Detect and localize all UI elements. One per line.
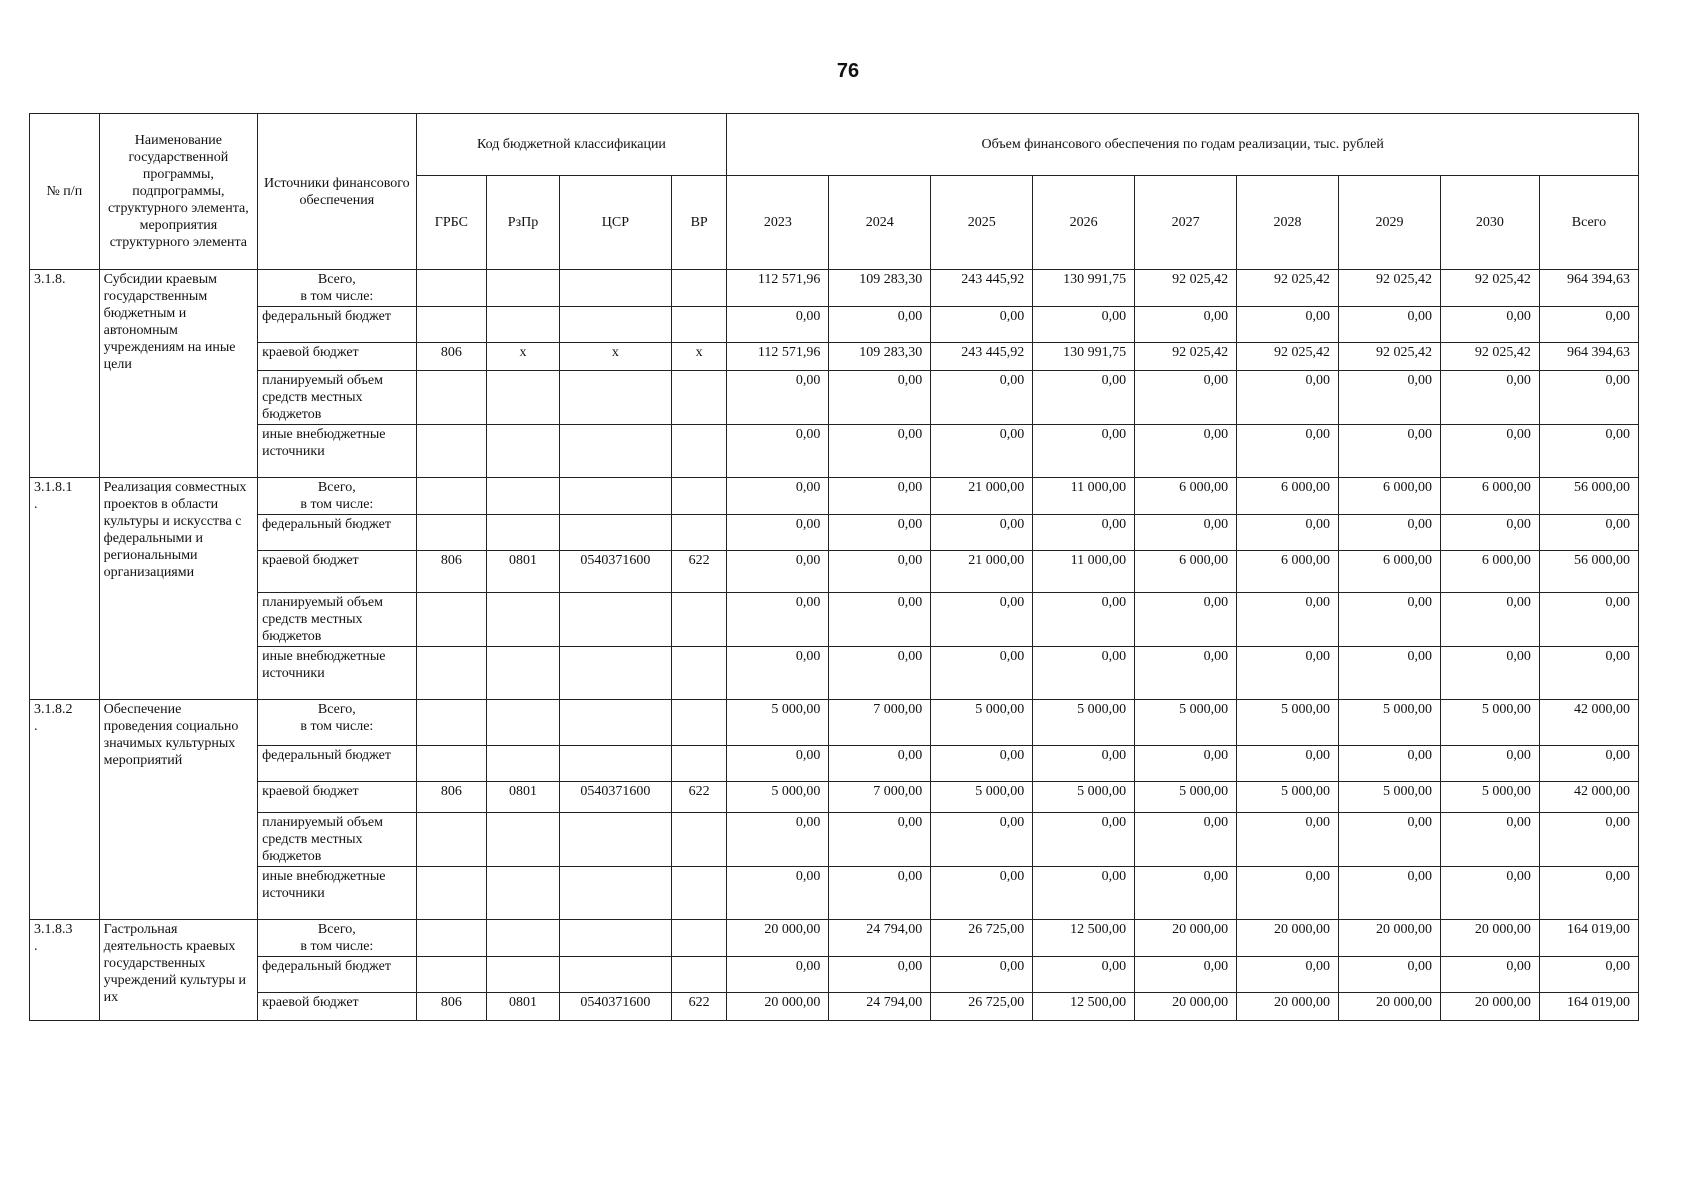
item-number: 3.1.8.2 . — [30, 700, 100, 920]
amount-year-cell: 0,00 — [1440, 746, 1539, 782]
amount-year-cell: 6 000,00 — [1237, 478, 1339, 515]
amount-year-cell: 0,00 — [727, 746, 829, 782]
amount-total-cell: 0,00 — [1539, 647, 1638, 700]
kbk-grbs-cell: 806 — [416, 551, 487, 593]
kbk-csr-cell: 0540371600 — [559, 782, 671, 813]
header-year-2030: 2030 — [1440, 176, 1539, 270]
amount-year-cell: 0,00 — [1339, 957, 1441, 993]
amount-total-cell: 0,00 — [1539, 957, 1638, 993]
kbk-vr-cell — [671, 920, 727, 957]
amount-year-cell: 0,00 — [1237, 371, 1339, 425]
amount-year-cell: 20 000,00 — [1440, 920, 1539, 957]
header-year-2027: 2027 — [1135, 176, 1237, 270]
amount-year-cell: 92 025,42 — [1440, 343, 1539, 371]
source-label: краевой бюджет — [258, 343, 416, 371]
source-label: планируемый объем средств местных бюджетов — [258, 593, 416, 647]
kbk-rzpr-cell — [487, 270, 560, 307]
amount-year-cell: 0,00 — [1440, 371, 1539, 425]
amount-year-cell: 0,00 — [1237, 307, 1339, 343]
amount-year-cell: 20 000,00 — [1339, 993, 1441, 1021]
kbk-grbs-cell — [416, 700, 487, 746]
item-name: Гастрольная деятельность краевых государственных учреждений культуры и их — [99, 920, 257, 1021]
amount-year-cell: 92 025,42 — [1440, 270, 1539, 307]
kbk-vr-cell — [671, 478, 727, 515]
amount-year-cell: 24 794,00 — [829, 993, 931, 1021]
amount-year-cell: 92 025,42 — [1237, 270, 1339, 307]
amount-year-cell: 0,00 — [1440, 307, 1539, 343]
source-label: планируемый объем средств местных бюджетов — [258, 371, 416, 425]
kbk-vr-cell — [671, 813, 727, 867]
kbk-csr-cell — [559, 515, 671, 551]
source-label: краевой бюджет — [258, 993, 416, 1021]
header-year-2026: 2026 — [1033, 176, 1135, 270]
amount-total-cell: 0,00 — [1539, 746, 1638, 782]
source-total-label: Всего, в том числе: — [258, 478, 416, 515]
amount-year-cell: 0,00 — [829, 647, 931, 700]
source-label: федеральный бюджет — [258, 307, 416, 343]
amount-year-cell: 0,00 — [829, 515, 931, 551]
amount-year-cell: 20 000,00 — [1339, 920, 1441, 957]
amount-total-cell: 164 019,00 — [1539, 993, 1638, 1021]
amount-year-cell: 0,00 — [1237, 515, 1339, 551]
amount-year-cell: 12 500,00 — [1033, 920, 1135, 957]
amount-year-cell: 0,00 — [829, 307, 931, 343]
amount-year-cell: 0,00 — [1135, 307, 1237, 343]
amount-total-cell: 0,00 — [1539, 371, 1638, 425]
amount-year-cell: 5 000,00 — [1237, 782, 1339, 813]
item-name: Обеспечение проведения социально значимых культурных мероприятий — [99, 700, 257, 920]
kbk-rzpr-cell — [487, 515, 560, 551]
amount-year-cell: 0,00 — [727, 647, 829, 700]
amount-year-cell: 92 025,42 — [1135, 270, 1237, 307]
item-name: Субсидии краевым государственным бюджетным и автономным учреждениям на иные цели — [99, 270, 257, 478]
amount-year-cell: 0,00 — [1339, 813, 1441, 867]
amount-year-cell: 11 000,00 — [1033, 551, 1135, 593]
amount-year-cell: 5 000,00 — [1033, 782, 1135, 813]
amount-year-cell: 0,00 — [1440, 957, 1539, 993]
amount-year-cell: 0,00 — [931, 746, 1033, 782]
amount-year-cell: 0,00 — [1237, 813, 1339, 867]
amount-year-cell: 0,00 — [1440, 867, 1539, 920]
amount-year-cell: 0,00 — [1339, 371, 1441, 425]
table-row — [30, 782, 1639, 813]
amount-year-cell: 130 991,75 — [1033, 270, 1135, 307]
amount-year-cell: 0,00 — [931, 813, 1033, 867]
budget-table — [29, 113, 1639, 1021]
source-total-label: Всего, в том числе: — [258, 270, 416, 307]
header-rzpr: РзПр — [487, 176, 560, 270]
amount-year-cell: 0,00 — [1440, 813, 1539, 867]
amount-year-cell: 0,00 — [931, 867, 1033, 920]
amount-total-cell: 56 000,00 — [1539, 478, 1638, 515]
source-label: иные внебюджетные источники — [258, 867, 416, 920]
amount-year-cell: 0,00 — [727, 425, 829, 478]
amount-year-cell: 5 000,00 — [1237, 700, 1339, 746]
table-row — [30, 867, 1639, 920]
amount-year-cell: 92 025,42 — [1339, 270, 1441, 307]
amount-year-cell: 92 025,42 — [1237, 343, 1339, 371]
kbk-csr-cell — [559, 647, 671, 700]
table-row — [30, 593, 1639, 647]
table-row — [30, 343, 1639, 371]
page-number: 76 — [836, 60, 860, 82]
kbk-rzpr-cell — [487, 920, 560, 957]
item-number: 3.1.8.1 . — [30, 478, 100, 700]
kbk-rzpr-cell: 0801 — [487, 782, 560, 813]
amount-year-cell: 7 000,00 — [829, 782, 931, 813]
amount-year-cell: 0,00 — [931, 425, 1033, 478]
amount-year-cell: 20 000,00 — [1135, 920, 1237, 957]
amount-year-cell: 0,00 — [1135, 515, 1237, 551]
amount-year-cell: 0,00 — [931, 593, 1033, 647]
kbk-rzpr-cell — [487, 867, 560, 920]
amount-year-cell: 0,00 — [1033, 647, 1135, 700]
amount-year-cell: 0,00 — [1033, 593, 1135, 647]
header-vr: ВР — [671, 176, 727, 270]
source-label: федеральный бюджет — [258, 957, 416, 993]
kbk-vr-cell: 622 — [671, 782, 727, 813]
kbk-grbs-cell — [416, 957, 487, 993]
amount-year-cell: 20 000,00 — [1135, 993, 1237, 1021]
header-year-2023: 2023 — [727, 176, 829, 270]
amount-year-cell: 112 571,96 — [727, 343, 829, 371]
amount-year-cell: 0,00 — [931, 307, 1033, 343]
amount-year-cell: 0,00 — [1033, 515, 1135, 551]
amount-year-cell: 0,00 — [1339, 307, 1441, 343]
kbk-csr-cell — [559, 700, 671, 746]
table-row — [30, 813, 1639, 867]
amount-year-cell: 0,00 — [931, 647, 1033, 700]
header-kbk-group: Код бюджетной классификации — [416, 114, 727, 176]
amount-year-cell: 0,00 — [1135, 425, 1237, 478]
amount-year-cell: 5 000,00 — [931, 782, 1033, 813]
table-row — [30, 371, 1639, 425]
amount-year-cell: 6 000,00 — [1339, 478, 1441, 515]
header-csr: ЦСР — [559, 176, 671, 270]
amount-year-cell: 0,00 — [1440, 647, 1539, 700]
kbk-vr-cell — [671, 270, 727, 307]
kbk-rzpr-cell — [487, 371, 560, 425]
amount-total-cell: 964 394,63 — [1539, 270, 1638, 307]
amount-year-cell: 0,00 — [1339, 746, 1441, 782]
kbk-csr-cell — [559, 867, 671, 920]
amount-year-cell: 26 725,00 — [931, 920, 1033, 957]
table-row — [30, 700, 1639, 746]
amount-year-cell: 6 000,00 — [1440, 478, 1539, 515]
amount-total-cell: 964 394,63 — [1539, 343, 1638, 371]
amount-year-cell: 0,00 — [1135, 647, 1237, 700]
kbk-csr-cell — [559, 371, 671, 425]
header-name: Наименование государственной программы, подпрограммы, структурного элемента, мероприятия структурного элемента — [99, 114, 257, 270]
kbk-csr-cell — [559, 478, 671, 515]
kbk-rzpr-cell — [487, 746, 560, 782]
amount-year-cell: 0,00 — [727, 551, 829, 593]
amount-year-cell: 0,00 — [1033, 867, 1135, 920]
amount-total-cell: 0,00 — [1539, 515, 1638, 551]
kbk-csr-cell: х — [559, 343, 671, 371]
kbk-vr-cell — [671, 746, 727, 782]
amount-year-cell: 5 000,00 — [931, 700, 1033, 746]
source-label: федеральный бюджет — [258, 515, 416, 551]
kbk-csr-cell — [559, 957, 671, 993]
amount-total-cell: 0,00 — [1539, 307, 1638, 343]
amount-year-cell: 92 025,42 — [1135, 343, 1237, 371]
header-year-2024: 2024 — [829, 176, 931, 270]
amount-year-cell: 0,00 — [931, 515, 1033, 551]
amount-year-cell: 5 000,00 — [1440, 782, 1539, 813]
amount-year-cell: 0,00 — [1135, 593, 1237, 647]
table-row — [30, 515, 1639, 551]
kbk-csr-cell — [559, 920, 671, 957]
item-number: 3.1.8. — [30, 270, 100, 478]
kbk-csr-cell: 0540371600 — [559, 551, 671, 593]
amount-year-cell: 20 000,00 — [1237, 993, 1339, 1021]
kbk-vr-cell — [671, 593, 727, 647]
amount-year-cell: 0,00 — [1237, 647, 1339, 700]
amount-year-cell: 109 283,30 — [829, 270, 931, 307]
kbk-vr-cell — [671, 867, 727, 920]
kbk-grbs-cell — [416, 920, 487, 957]
amount-year-cell: 6 000,00 — [1135, 551, 1237, 593]
amount-year-cell: 0,00 — [1033, 813, 1135, 867]
amount-year-cell: 12 500,00 — [1033, 993, 1135, 1021]
amount-year-cell: 243 445,92 — [931, 343, 1033, 371]
kbk-rzpr-cell: 0801 — [487, 993, 560, 1021]
source-label: иные внебюджетные источники — [258, 425, 416, 478]
header-number: № п/п — [30, 114, 100, 270]
amount-year-cell: 24 794,00 — [829, 920, 931, 957]
amount-year-cell: 0,00 — [727, 515, 829, 551]
amount-year-cell: 0,00 — [1440, 515, 1539, 551]
amount-year-cell: 0,00 — [727, 307, 829, 343]
amount-year-cell: 0,00 — [1033, 371, 1135, 425]
amount-year-cell: 5 000,00 — [1033, 700, 1135, 746]
amount-year-cell: 0,00 — [1135, 813, 1237, 867]
table-body — [30, 270, 1639, 1021]
source-label: федеральный бюджет — [258, 746, 416, 782]
table-row — [30, 425, 1639, 478]
amount-year-cell: 20 000,00 — [727, 993, 829, 1021]
kbk-vr-cell — [671, 700, 727, 746]
amount-year-cell: 0,00 — [829, 478, 931, 515]
kbk-rzpr-cell: х — [487, 343, 560, 371]
table-row — [30, 993, 1639, 1021]
amount-year-cell: 0,00 — [931, 371, 1033, 425]
amount-year-cell: 0,00 — [1237, 425, 1339, 478]
amount-year-cell: 0,00 — [829, 371, 931, 425]
amount-total-cell: 0,00 — [1539, 425, 1638, 478]
source-label: краевой бюджет — [258, 782, 416, 813]
kbk-csr-cell — [559, 270, 671, 307]
amount-year-cell: 0,00 — [1033, 307, 1135, 343]
kbk-grbs-cell — [416, 647, 487, 700]
kbk-csr-cell — [559, 813, 671, 867]
amount-year-cell: 5 000,00 — [1339, 782, 1441, 813]
amount-year-cell: 0,00 — [727, 957, 829, 993]
amount-year-cell: 0,00 — [727, 593, 829, 647]
kbk-rzpr-cell — [487, 593, 560, 647]
source-label: планируемый объем средств местных бюджетов — [258, 813, 416, 867]
source-total-label: Всего, в том числе: — [258, 700, 416, 746]
kbk-rzpr-cell — [487, 478, 560, 515]
amount-total-cell: 56 000,00 — [1539, 551, 1638, 593]
kbk-csr-cell — [559, 593, 671, 647]
amount-year-cell: 5 000,00 — [1440, 700, 1539, 746]
kbk-rzpr-cell — [487, 700, 560, 746]
kbk-csr-cell: 0540371600 — [559, 993, 671, 1021]
amount-year-cell: 0,00 — [1339, 515, 1441, 551]
header-total: Всего — [1539, 176, 1638, 270]
amount-year-cell: 109 283,30 — [829, 343, 931, 371]
amount-year-cell: 112 571,96 — [727, 270, 829, 307]
item-number: 3.1.8.3 . — [30, 920, 100, 1021]
kbk-grbs-cell — [416, 371, 487, 425]
header-year-2025: 2025 — [931, 176, 1033, 270]
table-row — [30, 478, 1639, 515]
amount-year-cell: 5 000,00 — [727, 700, 829, 746]
amount-year-cell: 0,00 — [1339, 425, 1441, 478]
amount-year-cell: 0,00 — [1135, 371, 1237, 425]
amount-year-cell: 0,00 — [829, 746, 931, 782]
table-row — [30, 551, 1639, 593]
table-row — [30, 920, 1639, 957]
header-year-2029: 2029 — [1339, 176, 1441, 270]
table-row — [30, 307, 1639, 343]
item-name: Реализация совместных проектов в области культуры и искусства с федеральными и региональными организациями — [99, 478, 257, 700]
kbk-rzpr-cell — [487, 957, 560, 993]
kbk-grbs-cell — [416, 307, 487, 343]
kbk-grbs-cell — [416, 746, 487, 782]
amount-year-cell: 20 000,00 — [1237, 920, 1339, 957]
kbk-grbs-cell — [416, 425, 487, 478]
amount-year-cell: 6 000,00 — [1135, 478, 1237, 515]
amount-year-cell: 0,00 — [727, 813, 829, 867]
amount-year-cell: 0,00 — [1033, 425, 1135, 478]
amount-year-cell: 0,00 — [1237, 593, 1339, 647]
kbk-rzpr-cell — [487, 813, 560, 867]
kbk-grbs-cell — [416, 813, 487, 867]
amount-year-cell: 0,00 — [1237, 746, 1339, 782]
amount-year-cell: 0,00 — [1339, 647, 1441, 700]
kbk-rzpr-cell: 0801 — [487, 551, 560, 593]
table-row — [30, 957, 1639, 993]
amount-year-cell: 20 000,00 — [727, 920, 829, 957]
kbk-rzpr-cell — [487, 307, 560, 343]
amount-year-cell: 5 000,00 — [1339, 700, 1441, 746]
amount-year-cell: 5 000,00 — [1135, 782, 1237, 813]
amount-year-cell: 0,00 — [829, 551, 931, 593]
kbk-csr-cell — [559, 425, 671, 478]
amount-total-cell: 0,00 — [1539, 593, 1638, 647]
amount-year-cell: 0,00 — [1033, 746, 1135, 782]
amount-year-cell: 5 000,00 — [1135, 700, 1237, 746]
kbk-grbs-cell: 806 — [416, 782, 487, 813]
amount-year-cell: 0,00 — [1135, 957, 1237, 993]
amount-year-cell: 0,00 — [1440, 425, 1539, 478]
kbk-rzpr-cell — [487, 647, 560, 700]
amount-year-cell: 0,00 — [829, 425, 931, 478]
amount-year-cell: 0,00 — [829, 957, 931, 993]
amount-year-cell: 243 445,92 — [931, 270, 1033, 307]
kbk-grbs-cell — [416, 867, 487, 920]
table-row — [30, 746, 1639, 782]
amount-year-cell: 92 025,42 — [1339, 343, 1441, 371]
amount-year-cell: 21 000,00 — [931, 478, 1033, 515]
amount-total-cell: 0,00 — [1539, 813, 1638, 867]
kbk-csr-cell — [559, 746, 671, 782]
kbk-vr-cell — [671, 425, 727, 478]
kbk-grbs-cell: 806 — [416, 993, 487, 1021]
kbk-vr-cell: х — [671, 343, 727, 371]
table-row — [30, 270, 1639, 307]
amount-year-cell: 6 000,00 — [1237, 551, 1339, 593]
amount-year-cell: 0,00 — [1440, 593, 1539, 647]
amount-year-cell: 0,00 — [1033, 957, 1135, 993]
table-row — [30, 647, 1639, 700]
amount-year-cell: 0,00 — [1135, 746, 1237, 782]
amount-year-cell: 0,00 — [829, 593, 931, 647]
amount-year-cell: 0,00 — [931, 957, 1033, 993]
amount-year-cell: 0,00 — [727, 478, 829, 515]
kbk-grbs-cell — [416, 270, 487, 307]
amount-year-cell: 20 000,00 — [1440, 993, 1539, 1021]
kbk-grbs-cell: 806 — [416, 343, 487, 371]
amount-year-cell: 5 000,00 — [727, 782, 829, 813]
amount-year-cell: 0,00 — [1339, 593, 1441, 647]
amount-total-cell: 42 000,00 — [1539, 700, 1638, 746]
kbk-rzpr-cell — [487, 425, 560, 478]
header-grbs: ГРБС — [416, 176, 487, 270]
amount-year-cell: 0,00 — [727, 371, 829, 425]
source-label: иные внебюджетные источники — [258, 647, 416, 700]
amount-year-cell: 0,00 — [1339, 867, 1441, 920]
amount-year-cell: 0,00 — [1237, 867, 1339, 920]
amount-year-cell: 6 000,00 — [1440, 551, 1539, 593]
amount-total-cell: 164 019,00 — [1539, 920, 1638, 957]
amount-year-cell: 0,00 — [1135, 867, 1237, 920]
amount-year-cell: 6 000,00 — [1339, 551, 1441, 593]
header-year-2028: 2028 — [1237, 176, 1339, 270]
kbk-vr-cell — [671, 515, 727, 551]
kbk-vr-cell — [671, 307, 727, 343]
kbk-vr-cell — [671, 957, 727, 993]
kbk-grbs-cell — [416, 478, 487, 515]
source-total-label: Всего, в том числе: — [258, 920, 416, 957]
kbk-grbs-cell — [416, 593, 487, 647]
amount-year-cell: 130 991,75 — [1033, 343, 1135, 371]
kbk-vr-cell — [671, 371, 727, 425]
amount-year-cell: 7 000,00 — [829, 700, 931, 746]
amount-total-cell: 0,00 — [1539, 867, 1638, 920]
header-source: Источники финансового обеспечения — [258, 114, 416, 270]
kbk-vr-cell: 622 — [671, 993, 727, 1021]
amount-year-cell: 11 000,00 — [1033, 478, 1135, 515]
source-label: краевой бюджет — [258, 551, 416, 593]
amount-year-cell: 0,00 — [829, 867, 931, 920]
kbk-csr-cell — [559, 307, 671, 343]
amount-year-cell: 0,00 — [1237, 957, 1339, 993]
kbk-vr-cell — [671, 647, 727, 700]
amount-year-cell: 0,00 — [829, 813, 931, 867]
kbk-grbs-cell — [416, 515, 487, 551]
kbk-vr-cell: 622 — [671, 551, 727, 593]
amount-year-cell: 26 725,00 — [931, 993, 1033, 1021]
amount-total-cell: 42 000,00 — [1539, 782, 1638, 813]
amount-year-cell: 21 000,00 — [931, 551, 1033, 593]
amount-year-cell: 0,00 — [727, 867, 829, 920]
header-volume-group: Объем финансового обеспечения по годам реализации, тыс. рублей — [727, 114, 1639, 176]
